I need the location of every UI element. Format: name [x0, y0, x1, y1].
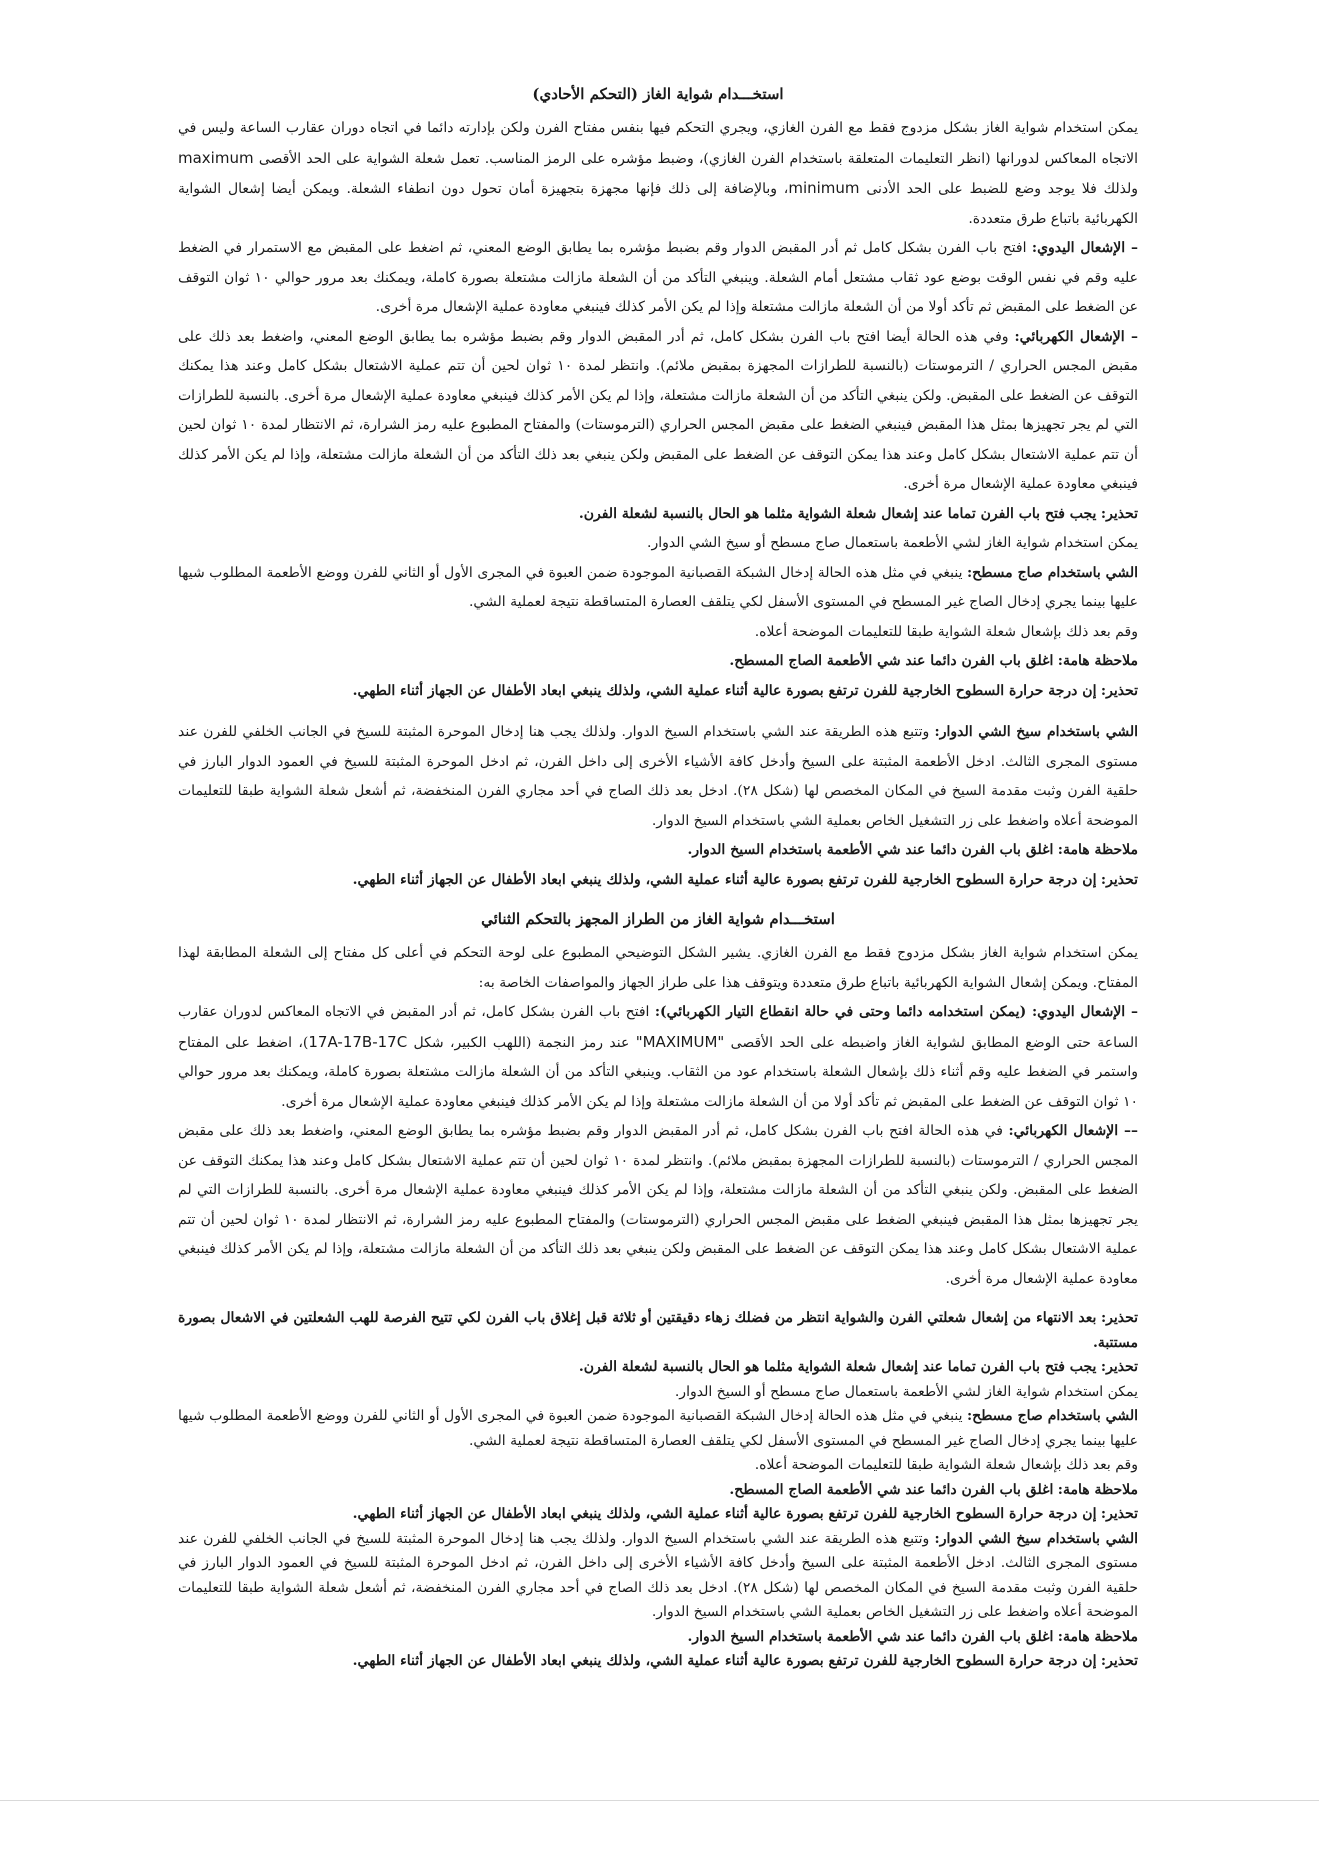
warning-heat-text: إن درجة حرارة السطوح الخارجية للفرن ترتفع بصورة عالية أثناء عملية الشي، ولذلك ينبغي ابعاد الأطفال عن الجهاز أثناء الطهي.: [352, 1506, 1097, 1522]
warning-open-door-text: يجب فتح باب الفرن تماما عند إشعال شعلة الشواية مثلما هو الحال بالنسبة لشعلة الفرن.: [578, 1359, 1097, 1375]
manual-ignition-label: – الإشعال اليدوي:: [1031, 240, 1139, 256]
section1-title: استخـــدام شواية الغاز (التحكم الأحادي): [532, 85, 784, 103]
section1-note-spit: [178, 836, 1138, 866]
section1-flat-tray: [178, 559, 1138, 618]
section1-intro: [178, 114, 1138, 234]
section1-manual-ignition: [178, 234, 1138, 323]
rotisserie-text: وتتبع هذه الطريقة عند الشي باستخدام السيخ الدوار. ولذلك يجب هنا إدخال الموحرة المثبتة للسيخ في الجانب الخلفي للفرن عند مستوى المجرى الثالث. ادخل الأطعمة المثبتة على السيخ وأدخل كافة الأشياء الأخرى إلى داخل الفرن، ثم ادخل الموحرة المثبتة للسيخ في العمود الدوار البارز في حلقية الفرن وثبت مقدمة السيخ في المكان المخصص لها (شكل ٢٨). ادخل بعد ذلك الصاج في أحد مجاري الفرن المنخفضة، ثم أشعل شعلة الشواية طبقا للتعليمات الموضحة أعلاه واضغط على زر التشغيل الخاص بعملية الشي باستخدام السيخ الدوار.: [178, 1530, 1138, 1620]
spacer: [178, 895, 1138, 907]
note-spit-text: اغلق باب الفرن دائما عند شي الأطعمة باستخدام السيخ الدوار.: [687, 842, 1054, 858]
section2-flat-then: وقم بعد ذلك بإشعال شعلة الشواية طبقا للتعليمات الموضحة أعلاه.: [754, 1457, 1138, 1473]
spacer: [178, 706, 1138, 718]
warning-heat-text: إن درجة حرارة السطوح الخارجية للفرن ترتفع بصورة عالية أثناء عملية الشي، ولذلك ينبغي ابعاد الأطفال عن الجهاز أثناء الطهي.: [352, 871, 1097, 888]
electric-ignition-text: وفي هذه الحالة أيضا افتح باب الفرن بشكل كامل، ثم أدر المقبض الدوار وقم بضبط مؤشره بما يطابق الوضع المعني، واضغط بعد ذلك على مقبض المجس الحراري / الترموستات (بالنسبة للطرازات المجهزة بمقبض ملائم). وانتظر لمدة ١٠ ثوان لحين أن تتم عملية الاشتعال بشكل كامل وعند هذا يمكنك التوقف عن الضغط على المقبض. ولكن ينبغي التأكد من أن الشعلة مازالت مشتعلة، وإذا لم يكن الأمر كذلك فينبغي معاودة عملية الإشعال مرة أخرى. بالنسبة للطرازات التي لم يجر تجهيزها بمثل هذا المقبض فينبغي الضغط على مقبض المجس الحراري (الترموستات) والمفتاح المطبوع عليه رمز الشرارة، ثم الانتظار لمدة ١٠ ثوان لحين أن تتم عملية الاشتعال بشكل كامل وعند هذا يمكن التوقف عن الضغط على المقبض ولكن ينبغي بعد ذلك التأكد من أن الشعلة مازالت مشتعلة، وإذا لم يكن الأمر كذلك فينبغي معاودة عملية الإشعال مرة أخرى.: [178, 328, 1138, 492]
note-label: ملاحظة هامة:: [1057, 653, 1138, 669]
manual-ignition-text-c: )، اضغط على المفتاح واستمر في الضغط عليه وقم أثناء ذلك بإشعال الشعلة باستخدام عود من الثقاب. وينبغي التأكد من أن الشعلة مازالت مشتعلة بصورة كاملة، ويمكنك بعد مرور حوالي ١٠ ثوان التوقف عن الضغط على المقبض ثم تأكد أولا من أن الشعلة مازالت مشتعلة وإذا لم يكن الأمر كذلك فينبغي معاودة عملية الإشعال مرة أخرى.: [178, 1034, 1138, 1110]
electric-ignition-label: – الإشعال الكهربائي:: [1014, 328, 1138, 345]
section1-warning-heat: [178, 677, 1138, 707]
section1-note-flat: [178, 647, 1138, 677]
warning-label: تحذير:: [1100, 682, 1138, 699]
rotisserie-label: الشي باستخدام سيخ الشي الدوار:: [934, 724, 1139, 740]
maximum-term: "MAXIMUM": [635, 1032, 725, 1051]
section1-warning-heat-2: [178, 866, 1138, 896]
minimum-term: minimum: [788, 179, 860, 197]
section1-intro-part-c: ، وبالإضافة إلى ذلك فإنها مجهزة بتجهيزة أمان تحول دون انطفاء الشعلة. ويمكن أيضا إشعال الشواية الكهربائية باتباع طرق متعددة.: [178, 181, 1138, 227]
section2-intro: يمكن استخدام شواية الغاز بشكل مزدوج فقط مع الفرن الغازي. يشير الشكل التوضيحي المطبوع على لوحة التحكم في أعلى كل مفتاح إلى الشعلة المطابقة لهذا المفتاح. ويمكن إشعال الشواية الكهربائية باتباع طرق متعددة ويتوقف هذا على طراز الجهاز والمواصفات الخاصة به:: [178, 945, 1138, 991]
section2-flat-tray: [178, 1404, 1138, 1453]
warning-label: تحذير:: [1100, 1653, 1138, 1669]
section2-rotisserie: [178, 1527, 1138, 1625]
section2-grill-usage: يمكن استخدام شواية الغاز لشي الأطعمة باستعمال صاج مسطح أو السيخ الدوار.: [674, 1383, 1138, 1400]
section2-manual-ignition: [178, 998, 1138, 1117]
warning-label: تحذير:: [1100, 505, 1138, 522]
section1-warning-open-door: [178, 500, 1138, 530]
warning-heat-text: إن درجة حرارة السطوح الخارجية للفرن ترتفع بصورة عالية أثناء عملية الشي، ولذلك ينبغي ابعاد الأطفال عن الجهاز أثناء الطهي.: [352, 682, 1097, 699]
note-label: ملاحظة هامة:: [1057, 1628, 1138, 1645]
section1-rotisserie: [178, 718, 1138, 836]
electric-ignition-text: في هذه الحالة افتح باب الفرن بشكل كامل، ثم أدر المقبض الدوار وقم بضبط مؤشره بما يطابق الوضع المعني، واضغط بعد ذلك على مقبض المجس الحراري / الترموستات (بالنسبة للطرازات المجهزة بمقبض ملائم). وانتظر لمدة ١٠ ثوان لحين أن تتم عملية الاشتعال بشكل كامل وعند هذا يمكنك التوقف عن الضغط على المقبض. ولكن ينبغي التأكد من أن الشعلة مازالت مشتعلة، وإذا لم يكن الأمر كذلك فينبغي معاودة عملية الإشعال مرة أخرى. بالنسبة للطرازات التي لم يجر تجهيزها بمثل هذا المقبض فينبغي الضغط على مقبض المجس الحراري (الترموستات) والمفتاح المطبوع عليه رمز الشرارة، ثم الانتظار لمدة ١٠ ثوان لحين أن تتم عملية الاشتعال بشكل كامل وعند هذا يمكن التوقف عن الضغط على المقبض ولكن ينبغي بعد ذلك التأكد من أن الشعلة مازالت مشتعلة، وإذا لم يكن الأمر كذلك فينبغي معاودة عملية الإشعال مرة أخرى.: [178, 1123, 1138, 1287]
note-label: ملاحظة هامة:: [1057, 842, 1138, 858]
manual-ignition-text-b: عند رمز النجمة (اللهب الكبير، شكل: [413, 1034, 630, 1051]
warning-wait-text: بعد الانتهاء من إشعال شعلتي الفرن والشواية انتظر من فضلك زهاء دقيقتين أو ثلاثة قبل إغلاق باب الفرن لكي تتيح الفرصة للهب الشعلتين في الاشعال بصورة مستتبة.: [178, 1310, 1138, 1351]
warning-heat-text: إن درجة حرارة السطوح الخارجية للفرن ترتفع بصورة عالية أثناء عملية الشي، ولذلك ينبغي ابعاد الأطفال عن الجهاز أثناء الطهي.: [352, 1653, 1097, 1669]
section2-warning-heat-2: [178, 1649, 1138, 1674]
section2-electric-ignition: [178, 1117, 1138, 1294]
flat-tray-label: الشي باستخدام صاج مسطح:: [966, 564, 1138, 581]
warning-label: تحذير:: [1100, 871, 1138, 888]
manual-ignition-text: افتح باب الفرن بشكل كامل ثم أدر المقبض الدوار وقم بضبط مؤشره بما يطابق الوضع المعني، ثم اضغط على المقبض مع الاستمرار في الضغط عليه وقم في نفس الوقت بوضع عود ثقاب مشتعل أمام الشعلة. وينبغي التأكد من أن الشعلة مازالت مشتعلة بصورة كاملة، ويمكنك بعد مرور حوالي ١٠ ثوان التوقف عن الضغط على المقبض ثم تأكد أولا من أن الشعلة مازالت مشتعلة وإذا لم يكن الأمر كذلك فينبغي معاودة عملية الإشعال مرة أخرى.: [178, 240, 1138, 315]
warning-label: تحذير:: [1100, 1359, 1138, 1375]
section1-intro-part-a: يمكن استخدام شواية الغاز بشكل مزدوج فقط مع الفرن الغازي، ويجري التحكم فيها بنفس مفتاح الفرن ولكن بإدارته دائما في اتجاه دوران عقارب الساعة وليس في الاتجاه المعاكس لدورانها (انظر التعليمات المتعلقة باستخدام الفرن الغازي)، وضبط مؤشره على الرمز المناسب. تعمل شعلة الشواية على الحد الأقصى: [178, 120, 1139, 167]
page-bottom-divider: [0, 1800, 1319, 1801]
note-label: ملاحظة هامة:: [1057, 1481, 1138, 1498]
section2-warning-open-door: [178, 1355, 1138, 1380]
section1-intro-part-b: ولذلك فلا يوجد وضع للضبط على الحد الأدنى: [866, 181, 1139, 197]
text-column: [178, 82, 1138, 1674]
note-spit-text: اغلق باب الفرن دائما عند شي الأطعمة باستخدام السيخ الدوار.: [687, 1628, 1054, 1645]
section2-warning-wait: [178, 1306, 1138, 1355]
section2-note-flat: [178, 1478, 1138, 1503]
flat-tray-text: ينبغي في مثل هذه الحالة إدخال الشبكة القصبانية الموجودة ضمن العبوة في المجرى الأول أو الثاني للفرن ووضع الأطعمة المطلوب شيها عليها بينما يجري إدخال الصاج غير المسطح في المستوى الأسفل لكي يتلقف العصارة المتساقطة نتيجة لعملية الشي.: [178, 1408, 1138, 1449]
maximum-term: maximum: [178, 148, 254, 167]
rotisserie-text: وتتبع هذه الطريقة عند الشي باستخدام السيخ الدوار. ولذلك يجب هنا إدخال الموحرة المثبتة للسيخ في الجانب الخلفي للفرن عند مستوى المجرى الثالث. ادخل الأطعمة المثبتة على السيخ وأدخل كافة الأشياء الأخرى إلى داخل الفرن، ثم ادخل الموحرة المثبتة للسيخ في العمود الدوار البارز في حلقية الفرن وثبت مقدمة السيخ في المكان المخصص لها (شكل ٢٨). ادخل بعد ذلك الصاج في أحد مجاري الفرن المنخفضة، ثم أشعل شعلة الشواية طبقا للتعليمات الموضحة أعلاه واضغط على زر التشغيل الخاص بعملية الشي باستخدام السيخ الدوار.: [178, 724, 1138, 829]
figure-ref-17: 17A-17B-17C: [308, 1032, 408, 1051]
rotisserie-label: الشي باستخدام سيخ الشي الدوار:: [934, 1530, 1139, 1547]
note-flat-text: اغلق باب الفرن دائما عند شي الأطعمة الصاج المسطح.: [729, 1481, 1054, 1498]
warning-open-door-text: يجب فتح باب الفرن تماما عند إشعال شعلة الشواية مثلما هو الحال بالنسبة لشعلة الفرن.: [578, 505, 1097, 522]
section1-flat-then: وقم بعد ذلك بإشعال شعلة الشواية طبقا للتعليمات الموضحة أعلاه.: [754, 623, 1138, 640]
section2-warning-heat: [178, 1502, 1138, 1527]
section2-title: استخـــدام شواية الغاز من الطراز المجهز بالتحكم الثنائي: [481, 910, 835, 928]
flat-tray-text: ينبغي في مثل هذه الحالة إدخال الشبكة القصبانية الموجودة ضمن العبوة في المجرى الأول أو الثاني للفرن ووضع الأطعمة المطلوب شيها عليها بينما يجري إدخال الصاج غير المسطح في المستوى الأسفل لكي يتلقف العصارة المتساقطة نتيجة لعملية الشي.: [178, 564, 1138, 610]
spacer: [178, 1294, 1138, 1306]
electric-ignition-label: –– الإشعال الكهربائي:: [1008, 1123, 1138, 1139]
manual-ignition-text-a: افتح باب الفرن بشكل كامل، ثم أدر المقبض في الاتجاه المعاكس لدوران عقارب الساعة حتى الوضع المطابق لشواية الغاز واضبطه على الحد الأقصى: [178, 1004, 1139, 1051]
section1-electric-ignition: [178, 323, 1138, 500]
manual-ignition-label: – الإشعال اليدوي: (يمكن استخدامه دائما وحتى في حالة انقطاع التيار الكهربائي):: [654, 1004, 1138, 1020]
section1-grill-usage: يمكن استخدام شواية الغاز لشي الأطعمة باستعمال صاج مسطح أو سيخ الشي الدوار.: [647, 535, 1138, 551]
warning-label: تحذير:: [1100, 1506, 1138, 1522]
section2-note-spit: [178, 1625, 1138, 1650]
warning-label: تحذير:: [1100, 1310, 1139, 1326]
note-flat-text: اغلق باب الفرن دائما عند شي الأطعمة الصاج المسطح.: [729, 653, 1054, 669]
flat-tray-label: الشي باستخدام صاج مسطح:: [966, 1408, 1138, 1424]
